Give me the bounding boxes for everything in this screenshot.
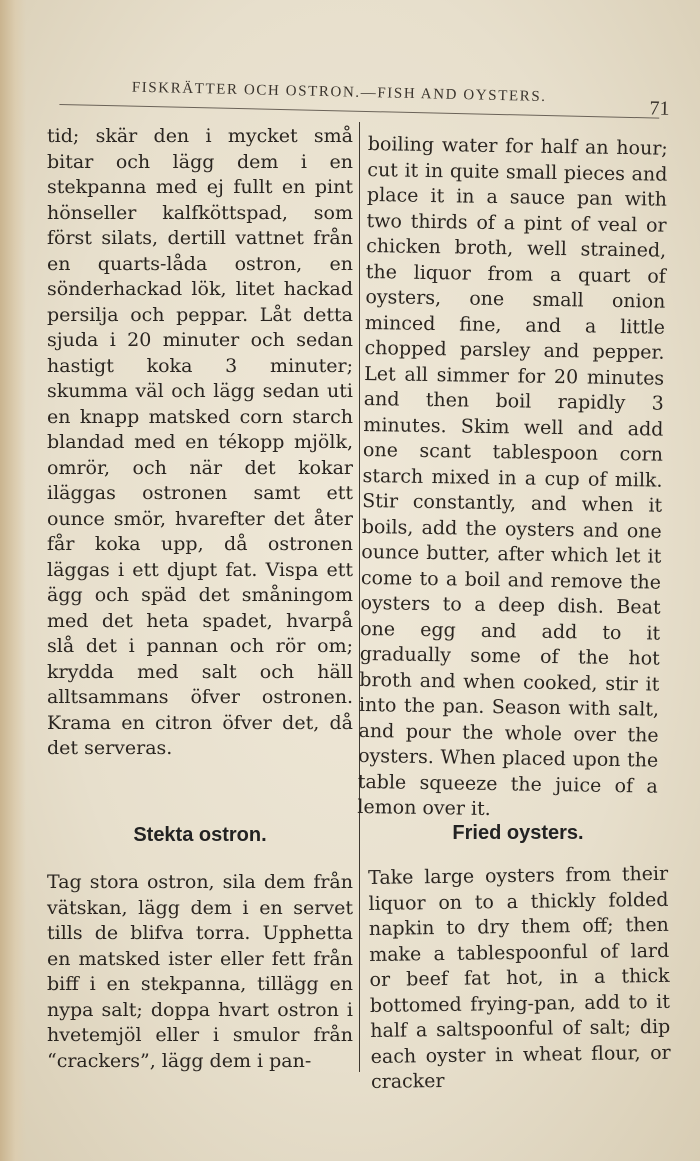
- english-column-bottom: [368, 862, 671, 1096]
- page-edge-shadow: [0, 0, 26, 1161]
- page-number: 71: [649, 97, 670, 120]
- english-column-top: [357, 132, 668, 825]
- swedish-column-top: [47, 124, 353, 762]
- swedish-column-bottom: [47, 870, 353, 1074]
- swedish-heading: Stekta ostron.: [133, 824, 267, 846]
- swedish-fried-oysters-text: Tag stora ostron, sila dem från vätskan, lägg dem i en servet tills de blifva torra. Upphetta en matsked ister eller fett från biff i en stekpanna, tillägg en nypa salt; doppa hvart ostron i hvetemjöl eller i smulor från “crackers”, lägg dem i pan-: [47, 871, 353, 1072]
- english-recipe-continued: boiling water for half an hour; cut it in quite small pieces and place it in a sauce pan with two thirds of a pint of veal or chicken broth, well strained, the liquor from a quart of oysters, one small onion minced fine, and a little chopped parsley and pepper. Let all simmer for 20 minutes and then boil rapidly 3 minutes. Skim well and add one scant tablespoon corn starch mixed in a cup of milk. Stir constantly, and when it boils, add the oysters and one ounce butter, after which let it come to a boil and remove the oysters to a deep dish. Beat one egg and add to it gradually some of the hot broth and when cooked, stir it into the pan. Season with salt, and pour the whole over the oysters. When placed upon the table squeeze the juice of a lemon over it.: [357, 132, 668, 821]
- english-fried-oysters-text: Take large oysters from their liquor on to a thickly folded napkin to dry them off; then make a tablespoonful of lard or beef fat hot, in a thick bottomed frying-pan, add to it half a saltspoonful of salt; dip each oyster in wheat flour, or cracker: [368, 862, 671, 1093]
- swedish-recipe-continued: tid; skär den i mycket små bitar och lägg dem i en stekpanna med ej fullt en pint hönseller kalfköttspad, som först silats, dertill vattnet från en quarts-låda ostron, en sönderhackad lök, litet hackad persilja och peppar. Låt detta sjuda i 20 minuter och sedan hastigt koka 3 minuter; skumma väl och lägg sedan uti en knapp matsked corn starch blandad med en tékopp mjölk, omrör, och när det kokar iläggas ostronen samt ett ounce smör, hvarefter det åter får koka upp, då ostronen läggas i ett djupt fat. Vispa ett ägg och späd det småningom med det heta spadet, hvarpå slå det i pannan och rör om; krydda med salt och häll alltsammans öfver ostronen. Krama en citron öfver det, då det serveras.: [47, 125, 353, 759]
- english-heading: Fried oysters.: [452, 822, 584, 844]
- header-rule: [59, 104, 659, 119]
- header-title: FISKRÄTTER OCH OSTRON.—FISH AND OYSTERS.: [131, 79, 547, 106]
